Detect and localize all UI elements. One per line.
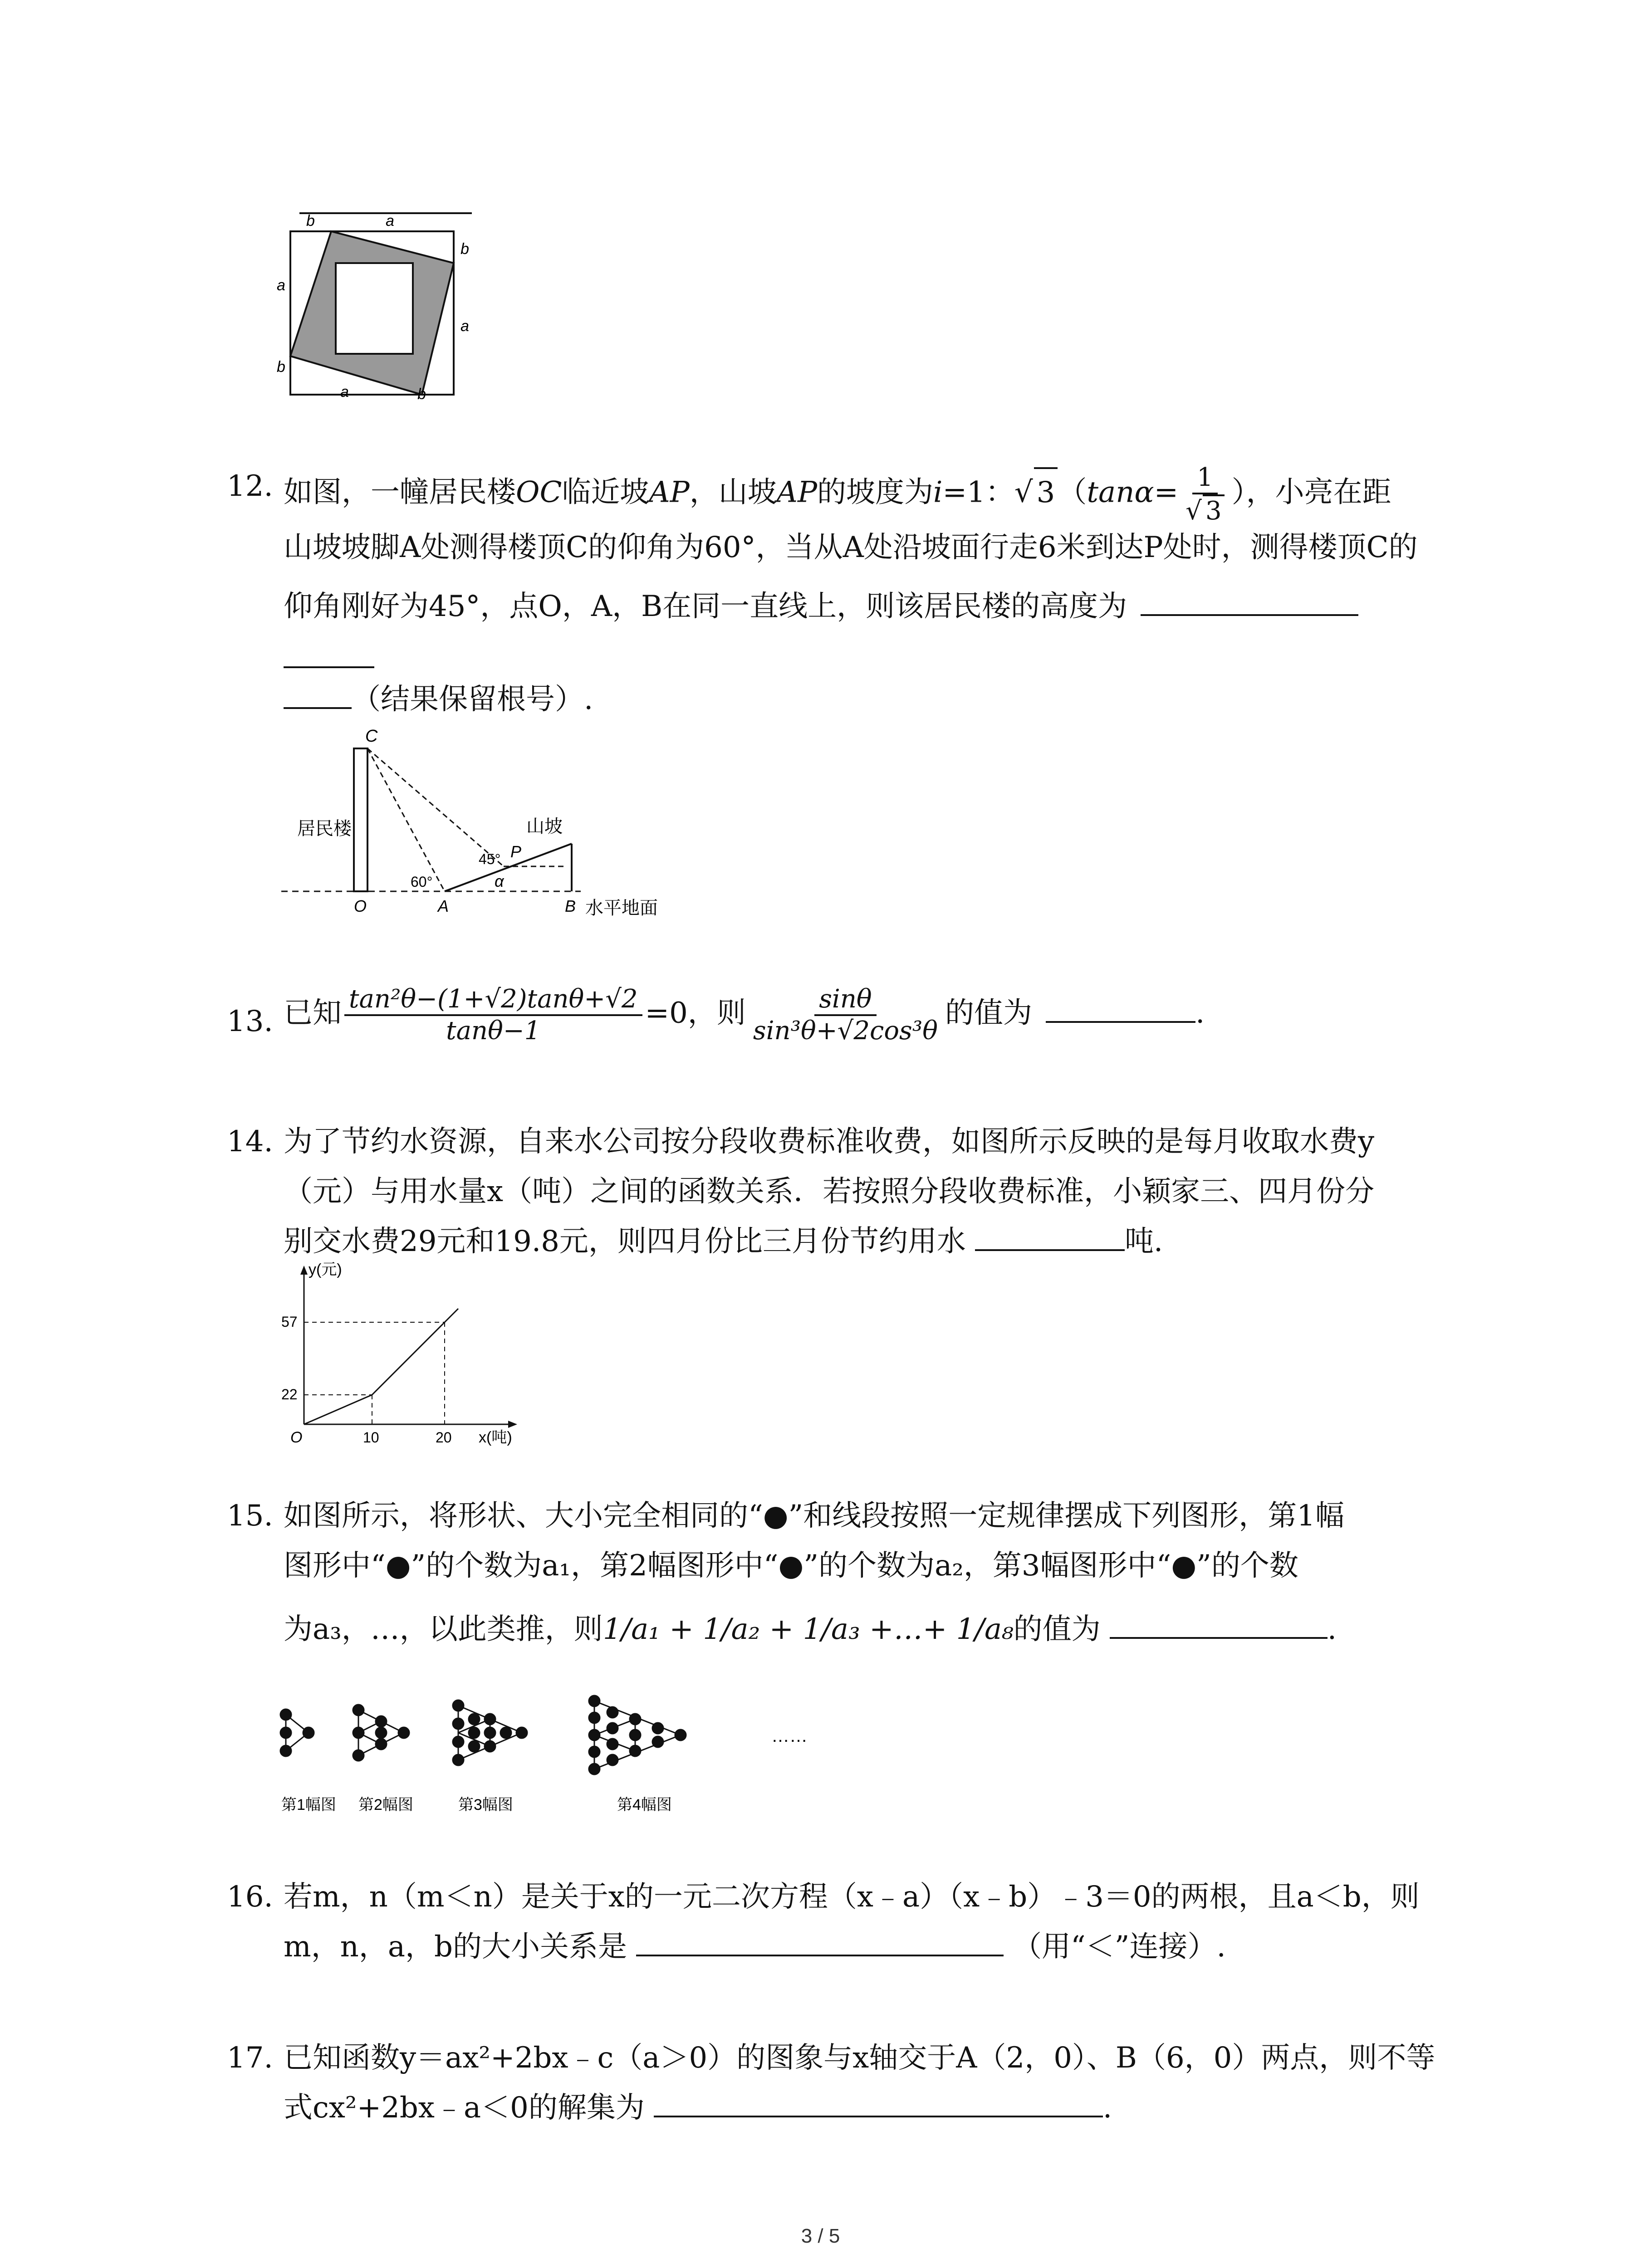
q15-figure	[272, 1692, 907, 1828]
caption-3: 第3幅图	[458, 1796, 513, 1813]
pattern-4	[589, 1696, 686, 1774]
fig11-label-a: a	[386, 212, 394, 230]
fig11-label-a: a	[340, 383, 349, 399]
label-O: O	[354, 897, 367, 915]
fraction: $\frac{\sin\theta}{\text{sin³θ+√2cos³θ}}$	[753, 984, 938, 1046]
label-alpha: α	[495, 872, 504, 890]
x-axis-label: x(吨)	[479, 1429, 512, 1446]
answer-blank[interactable]	[975, 1222, 1125, 1251]
answer-blank[interactable]	[1110, 1610, 1327, 1639]
label-building: 居民楼	[297, 819, 352, 839]
answer-blank[interactable]	[1141, 587, 1358, 616]
q11-figure	[272, 200, 499, 399]
document-page: b a a b b a a b 12. 如图，一幢居民楼OC临近坡AP，山坡AP的坡度为i=1：√ 3（tanα= $\frac{1}{√ 3}$ ），小亮在距 山坡坡脚A处测得楼顶C的仰角为60°，当从A处沿坡面行走6米到达P处时，测得楼顶C的 仰角刚好为45°，点O，A，B在同一直线上，则该居民楼的高度为 （结果保留根号）. C 居民楼 山坡 45° P 60° α O A B 水平地面 13. 已知 $\frac{\text{tan²θ−(1+√2)tanθ+√2}}{\tan\theta-1}$ =0，则 $\frac{\sin\theta}{\text{sin³θ+√2cos³θ}}$ 的值为 . 14. 为了节约水资源，自来水公司按分段收费标准收费，如图所示反映的是每月收取水费y （元）与用水量x（吨）之间的函数关系．若按照分段收费标准，小颖家三、四月份分 别交水费29元和19.8元，则四月份比三月份节约用水 吨. y(元) x(吨) O 57 22 10 20 15. 如图所示，将形状、大小完全相同的“●”和线段按照一定规律摆成下列图形，第1幅 图形中“●”的个数为a₁，第2幅图形中“●”的个数为a₂，第3幅图形中“●”的个数 为a₃，…，以此类推，则1/a₁ + 1/a₂ + 1/a₃ +…+ 1/a₈的值为 . …… 第1幅图 第2幅图 第3幅图 第4幅图 16. 若m，n（m＜n）是关于x的一元二次方程（x﹣a）（x﹣b）﹣3＝0的两根，且a＜b，则 m，n，a，b的大小关系是 （用“＜”连接）. 17. 已知函数y＝ax²+2bx﹣c（a＞0）的图象与x轴交于A（2，0）、B（6，0）两点，则不等 式cx²+2bx﹣a＜0的解集为 . 3 / 5	[0, 0, 1641, 2268]
pattern-2	[353, 1705, 409, 1761]
answer-blank[interactable]	[1046, 994, 1195, 1023]
pattern-1	[280, 1709, 314, 1756]
ellipsis: ……	[771, 1726, 808, 1746]
caption-2: 第2幅图	[358, 1796, 413, 1813]
question-number: 13.	[227, 1005, 273, 1038]
fig11-label-a: a	[277, 277, 285, 294]
fraction: $\frac{1}{√ 3}$	[1181, 463, 1229, 526]
q14-chart	[272, 1256, 544, 1447]
label-ground: 水平地面	[585, 898, 658, 918]
label-C: C	[365, 727, 378, 746]
x-tick-20: 20	[436, 1429, 452, 1446]
answer-blank-continued[interactable]	[284, 639, 374, 668]
pattern-3	[453, 1700, 527, 1765]
fig11-label-b: b	[306, 212, 315, 230]
question-number: 16.	[227, 1880, 273, 1914]
fig11-label-b: b	[277, 358, 285, 376]
origin-label: O	[290, 1429, 303, 1446]
q12-figure	[272, 721, 690, 925]
page-number: 3 / 5	[801, 2225, 840, 2247]
y-tick-22: 22	[281, 1386, 298, 1403]
answer-blank[interactable]	[636, 1927, 1004, 1956]
label-slope: 山坡	[526, 816, 563, 836]
fraction: $\frac{\text{tan²θ−(1+√2)tanθ+√2}}{\tan\theta-1}$	[344, 984, 642, 1046]
label-angle45: 45°	[479, 851, 501, 867]
label-P: P	[510, 842, 522, 861]
fig11-label-b: b	[417, 386, 426, 399]
answer-blank-continued[interactable]	[284, 680, 352, 709]
label-B: B	[565, 897, 576, 915]
y-axis-label: y(元)	[309, 1261, 342, 1278]
x-tick-10: 10	[363, 1429, 379, 1446]
fig11-label-b: b	[460, 240, 469, 258]
label-A: A	[438, 897, 449, 915]
answer-blank[interactable]	[654, 2088, 1103, 2117]
y-tick-57: 57	[281, 1314, 298, 1330]
label-angle60: 60°	[411, 874, 433, 890]
question-number: 17.	[227, 2041, 273, 2075]
question-number: 12.	[227, 469, 273, 503]
fig11-label-a: a	[460, 318, 469, 335]
caption-4: 第4幅图	[617, 1796, 672, 1813]
caption-1: 第1幅图	[281, 1796, 336, 1813]
question-number: 14.	[227, 1125, 273, 1158]
question-number: 15.	[227, 1499, 273, 1533]
